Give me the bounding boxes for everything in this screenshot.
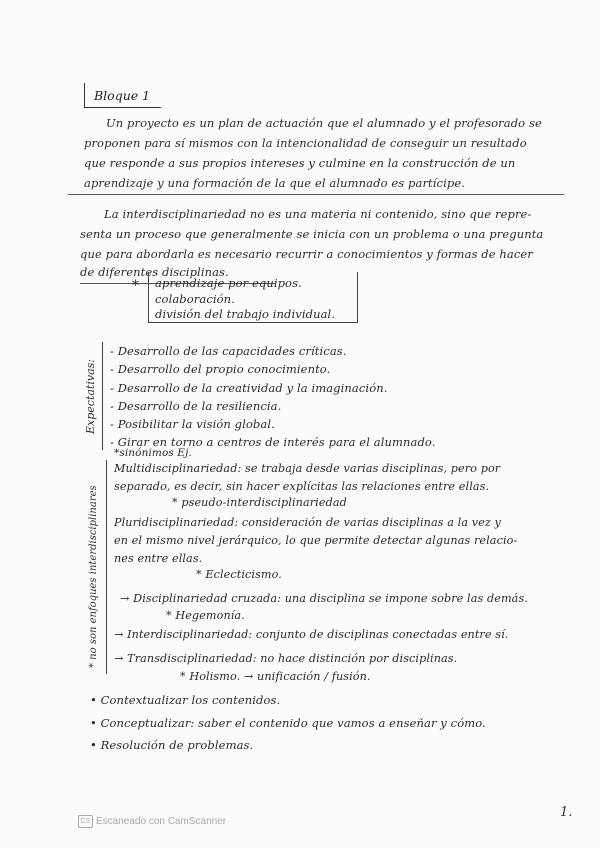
multi-line-1: Multidisciplinariedad: se trabaja desde varias disciplinas, pero por <box>114 462 501 475</box>
trans-synonym: * Holismo. → unificación / fusión. <box>180 670 371 683</box>
bullet-item: • Contextualizar los contenidos. <box>90 693 281 707</box>
expectativa-item: - Desarrollo de la resiliencia. <box>110 399 282 413</box>
intro-line-2: proponen para sí mismos con la intencionalidad de conseguir un resultado <box>84 136 527 150</box>
camscanner-logo-icon: CS <box>78 815 93 828</box>
expectativas-side-label: Expectativas: <box>84 359 97 434</box>
pluri-line-1: Pluridisciplinariedad: consideración de varias disciplinas a la vez y <box>114 516 501 529</box>
synonyms-note: *sinónimos Ej. <box>114 447 192 459</box>
asterisk-marker: * <box>132 278 140 294</box>
multi-synonym: * pseudo-interdisciplinariedad <box>172 496 347 509</box>
expectativa-item: - Desarrollo del propio conocimiento. <box>110 362 331 376</box>
page-number: 1. <box>560 805 573 820</box>
enfoques-side-label: * no son enfoques interdisciplinares <box>88 485 99 668</box>
page-title: Bloque 1 <box>94 88 151 103</box>
intro-line-4: aprendizaje y una formación de la que el alumnado es partícipe. <box>84 176 465 190</box>
pluri-synonym: * Eclecticismo. <box>196 568 282 581</box>
inter-line-1: La interdisciplinariedad no es una materia ni contenido, sino que repre- <box>104 207 532 221</box>
expectativa-item: - Girar en torno a centros de interés para el alumnado. <box>110 435 436 449</box>
inter-line-4: de diferentes disciplinas. <box>80 265 229 279</box>
trans-line-1: → Transdisciplinariedad: no hace distinción por disciplinas. <box>114 652 458 665</box>
pluri-line-3: nes entre ellas. <box>114 552 203 565</box>
inter-line-3: que para abordarla es necesario recurrir a conocimientos y formas de hacer <box>80 247 533 261</box>
pluri-line-2: en el mismo nivel jerárquico, lo que permite detectar algunas relacio- <box>114 534 518 547</box>
expectativas-bracket <box>102 342 107 450</box>
cruzada-line-1: → Disciplinariedad cruzada: una disciplina se impone sobre las demás. <box>120 592 528 605</box>
intro-line-1: Un proyecto es un plan de actuación que el alumnado y el profesorado se <box>106 116 542 130</box>
expectativa-item: - Desarrollo de la creatividad y la imaginación. <box>110 381 388 395</box>
intro-line-3: que responde a sus propios intereses y culmine en la construcción de un <box>84 156 516 170</box>
section-divider <box>68 194 564 195</box>
requirement-item: división del trabajo individual. <box>155 307 336 321</box>
bullet-item: • Conceptualizar: saber el contenido que vamos a enseñar y cómo. <box>90 716 486 730</box>
watermark-text: Escaneado con CamScanner <box>96 816 227 828</box>
cruzada-synonym: * Hegemonía. <box>166 609 245 622</box>
inter-definition: → Interdisciplinariedad: conjunto de disciplinas conectadas entre sí. <box>114 628 509 641</box>
expectativa-item: - Posibilitar la visión global. <box>110 417 275 431</box>
requirement-item: colaboración. <box>155 292 235 306</box>
bullet-item: • Resolución de problemas. <box>90 738 254 752</box>
expectativa-item: - Desarrollo de las capacidades críticas. <box>110 344 347 358</box>
inter-line-2: senta un proceso que generalmente se inicia con un problema o una pregunta <box>80 227 544 241</box>
scanner-watermark <box>78 815 226 828</box>
multi-line-2: separado, es decir, sin hacer explícitas las relaciones entre ellas. <box>114 480 490 493</box>
enfoques-bracket <box>106 460 111 674</box>
requirement-item: aprendizaje por equipos. <box>155 276 302 290</box>
